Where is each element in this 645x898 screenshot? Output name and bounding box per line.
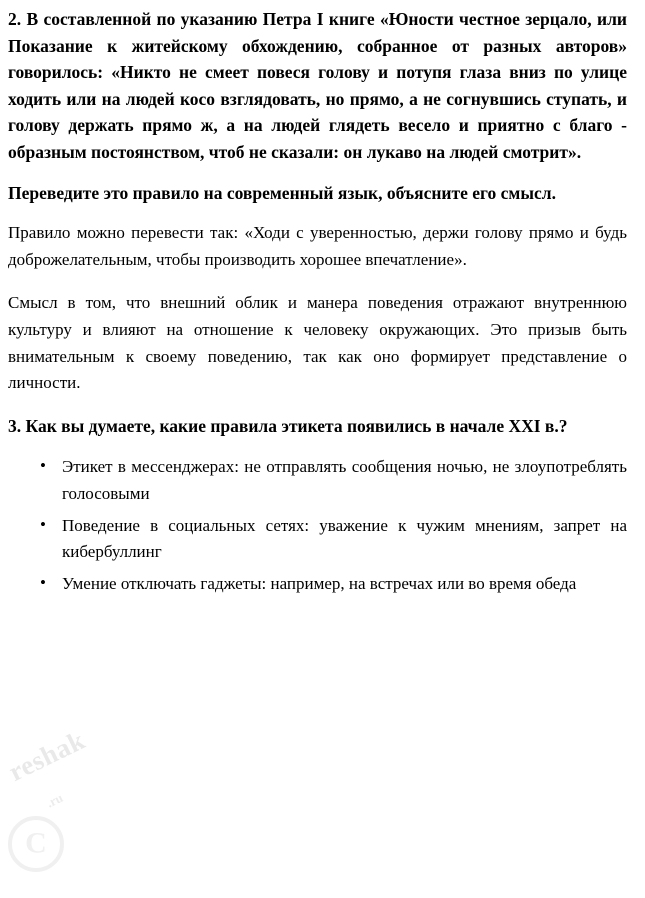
list-item: • Умение отключать гаджеты: например, на встречах или во время обеда bbox=[62, 571, 627, 598]
list-item: • Этикет в мессенджерах: не отправлять сообщения ночью, не злоупотреблять голосовыми bbox=[62, 454, 627, 508]
question-2-task: Переведите это правило на современный язык, объясните его смысл. bbox=[8, 182, 556, 203]
watermark-text: reshak bbox=[4, 724, 90, 787]
watermark-badge-letter: C bbox=[25, 826, 47, 860]
watermark-subtext: .ru bbox=[44, 789, 66, 811]
question-3-text: 3. Как вы думаете, какие правила этикета появились в начале XXI в.? bbox=[8, 416, 568, 437]
answer-2-paragraph-2: Смысл в том, что внешний облик и манера поведения отражают внутреннюю культуру и влияют на отношение к человеку окружающих. Это призыв быть внимательным к своему поведению, так как оно формирует представление о личности. bbox=[8, 292, 627, 393]
list-item: • Поведение в социальных сетях: уважение к чужим мнениям, запрет на кибербуллинг bbox=[62, 513, 627, 567]
answer-2-paragraph-1: Правило можно перевести так: «Ходи с уверенностью, держи голову прямо и будь доброжелательным, чтобы производить хорошее впечатление». bbox=[8, 223, 627, 270]
question-3-answer-list bbox=[8, 454, 627, 598]
question-2-text: 2. В составленной по указанию Петра I книге «Юности честное зерцало, или Показание к житейскому обхождению, собранное от разных авторов» говорилось: «Никто не смеет повеся голову и потупя глаза вниз по улице ходить или на людей косо взглядовать, но прямо, а не согнувшись ступать, и голову держать прямо ж, а на людей глядеть весело и приятно с благо - образным постоянством, чтоб не сказали: он лукаво на людей смотрит». bbox=[8, 9, 627, 162]
